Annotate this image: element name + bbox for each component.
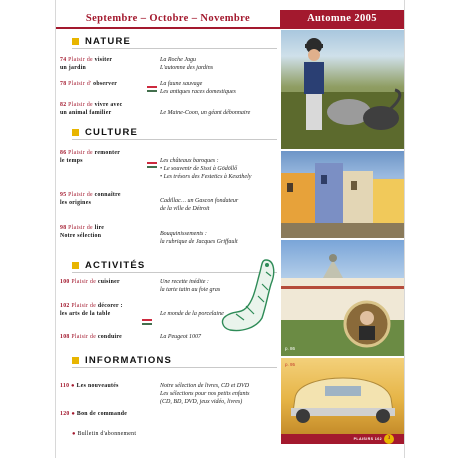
issue-season: Automne 2005 bbox=[280, 10, 404, 27]
entry-description bbox=[160, 197, 282, 213]
entry-desc-line: la tarte tatin au foie gras bbox=[160, 287, 221, 293]
section-title-activites: ACTIVITÉS bbox=[85, 260, 146, 271]
entry-desc-line: Le Maine-Coon, un géant débonnaire bbox=[160, 110, 251, 116]
entry-page: 95 bbox=[60, 192, 67, 198]
entry-keyword: lire bbox=[94, 225, 105, 231]
entry-keyword: connaître bbox=[94, 192, 121, 198]
entry-keyword: conduire bbox=[97, 334, 123, 340]
entry-label bbox=[60, 149, 152, 165]
entry-desc-line: Les antiques races domestiques bbox=[160, 89, 236, 95]
section-bullet bbox=[72, 38, 79, 45]
entry-sub: un jardin bbox=[60, 65, 87, 71]
photo-caption: p. 86 bbox=[285, 346, 296, 351]
entry-bullet-icon: ● bbox=[71, 411, 76, 417]
entry-keyword: Bulletin d'abonnement bbox=[77, 431, 137, 437]
footer-label: PLAISIRS 162 bbox=[353, 437, 382, 441]
entry-page: 108 bbox=[60, 334, 70, 340]
entry-plaisir: Plaisir de bbox=[71, 303, 97, 309]
entry-desc-line: Notre sélection de livres, CD et DVD bbox=[160, 383, 250, 389]
entry-desc-line: Cadillac… un Gascon fondateur bbox=[160, 198, 239, 204]
entry-plaisir: Plaisir de bbox=[68, 102, 93, 108]
entry-keyword: visiter bbox=[94, 57, 113, 63]
entry-page: 100 bbox=[60, 279, 70, 285]
page-number: 3 bbox=[384, 434, 394, 444]
entry-desc-line: L'automne des jardins bbox=[160, 65, 214, 71]
entry-page: 102 bbox=[60, 303, 70, 309]
entry-page: 120 bbox=[60, 411, 70, 417]
entry-page: 82 bbox=[60, 102, 67, 108]
entry-keyword: observer bbox=[93, 81, 118, 87]
entry-keyword: remonter bbox=[94, 150, 121, 156]
section-title-informations: INFORMATIONS bbox=[85, 355, 173, 366]
section-culture bbox=[72, 127, 138, 138]
entry-label bbox=[60, 278, 152, 286]
entry-desc-line: Les sélections pour nos petits enfants bbox=[160, 391, 250, 397]
entry-desc-line: • Le souvenir de Sissi à Gödöllő bbox=[160, 166, 238, 172]
section-bullet bbox=[72, 129, 79, 136]
entry-page: 78 bbox=[60, 81, 67, 87]
entry-plaisir: Plaisir de bbox=[68, 150, 93, 156]
entry-sub: le temps bbox=[60, 158, 83, 164]
entry-label bbox=[60, 410, 180, 418]
entry-sub: Notre sélection bbox=[60, 233, 102, 239]
entry-desc-line: la rubrique de Jacques Griffault bbox=[160, 239, 238, 245]
entry-keyword: vivre avec bbox=[94, 102, 123, 108]
entry-page: 110 bbox=[60, 383, 70, 389]
entry-keyword: décorer : bbox=[97, 303, 123, 309]
section-bullet bbox=[72, 262, 79, 269]
entry-plaisir: Plaisir d' bbox=[68, 81, 92, 87]
entry-description bbox=[160, 230, 282, 246]
photo-godollo-palace bbox=[281, 240, 404, 356]
entry-label bbox=[60, 191, 152, 207]
entry-desc-line: La Peugeot 1007 bbox=[160, 334, 201, 340]
entry-desc-line: Une recette inédite : bbox=[160, 279, 209, 285]
porcelain-frog-image bbox=[216, 256, 280, 340]
entry-page: 98 bbox=[60, 225, 67, 231]
issue-months: Septembre – Octobre – Novembre bbox=[56, 10, 280, 27]
entry-label bbox=[72, 430, 192, 438]
photo-shepherd bbox=[281, 30, 404, 149]
hungarian-flag-icon bbox=[147, 162, 157, 168]
entry-desc-line: Le monde de la porcelaine bbox=[160, 311, 224, 317]
entry-plaisir: Plaisir de bbox=[68, 225, 93, 231]
entry-sub: les arts de la table bbox=[60, 311, 111, 317]
section-rule bbox=[72, 139, 277, 140]
hungarian-flag-icon bbox=[142, 319, 152, 325]
entry-desc-line: • Les trésors des Festetics à Keszthely bbox=[160, 174, 252, 180]
entry-bullet-icon: ● bbox=[72, 431, 76, 437]
section-rule bbox=[72, 367, 277, 368]
entry-keyword: cuisiner bbox=[97, 279, 120, 285]
entry-plaisir: Plaisir de bbox=[68, 192, 93, 198]
section-nature bbox=[72, 36, 131, 47]
entry-label bbox=[60, 382, 152, 390]
section-bullet bbox=[72, 357, 79, 364]
entry-sub: un animal familier bbox=[60, 110, 112, 116]
entry-page: 74 bbox=[60, 57, 67, 63]
entry-description bbox=[160, 80, 282, 96]
entry-label bbox=[60, 80, 152, 88]
entry-label bbox=[60, 224, 152, 240]
entry-description bbox=[160, 109, 282, 117]
entry-label bbox=[60, 101, 152, 117]
entry-description bbox=[160, 382, 282, 406]
entry-plaisir: Plaisir de bbox=[68, 57, 93, 63]
entry-label bbox=[60, 56, 152, 72]
photo-baroque-street bbox=[281, 151, 404, 238]
entry-desc-line: (CD, BD, DVD, jeux vidéo, livres) bbox=[160, 399, 243, 405]
entry-plaisir: Plaisir de bbox=[71, 279, 97, 285]
entry-sub: les origines bbox=[60, 200, 92, 206]
entry-label bbox=[60, 333, 152, 341]
section-activites bbox=[72, 260, 145, 271]
entry-desc-line: La faune sauvage bbox=[160, 81, 203, 87]
entry-keyword: Bon de commande bbox=[76, 411, 128, 417]
entry-bullet-icon: ● bbox=[71, 383, 75, 389]
entry-desc-line: Les châteaux baroques : bbox=[160, 158, 219, 164]
section-rule bbox=[72, 48, 277, 49]
photo-cadillac bbox=[281, 358, 404, 434]
section-informations bbox=[72, 355, 172, 366]
entry-plaisir: Plaisir de bbox=[71, 334, 97, 340]
table-of-contents bbox=[60, 0, 280, 458]
section-title-nature: NATURE bbox=[85, 36, 132, 47]
entry-desc-line: La Roche Jagu bbox=[160, 57, 196, 63]
entry-description bbox=[160, 56, 282, 72]
hungarian-flag-icon bbox=[147, 86, 157, 92]
entry-desc-line: Bouquinissements : bbox=[160, 231, 207, 237]
photo-caption: p. 95 bbox=[285, 362, 296, 367]
entry-page: 86 bbox=[60, 150, 67, 156]
entry-desc-line: de la ville de Détroit bbox=[160, 206, 210, 212]
section-title-culture: CULTURE bbox=[85, 127, 139, 138]
footer-strip bbox=[281, 434, 404, 444]
entry-description bbox=[160, 157, 282, 181]
entry-keyword: Les nouveautés bbox=[76, 383, 119, 389]
entry-label bbox=[60, 302, 152, 318]
